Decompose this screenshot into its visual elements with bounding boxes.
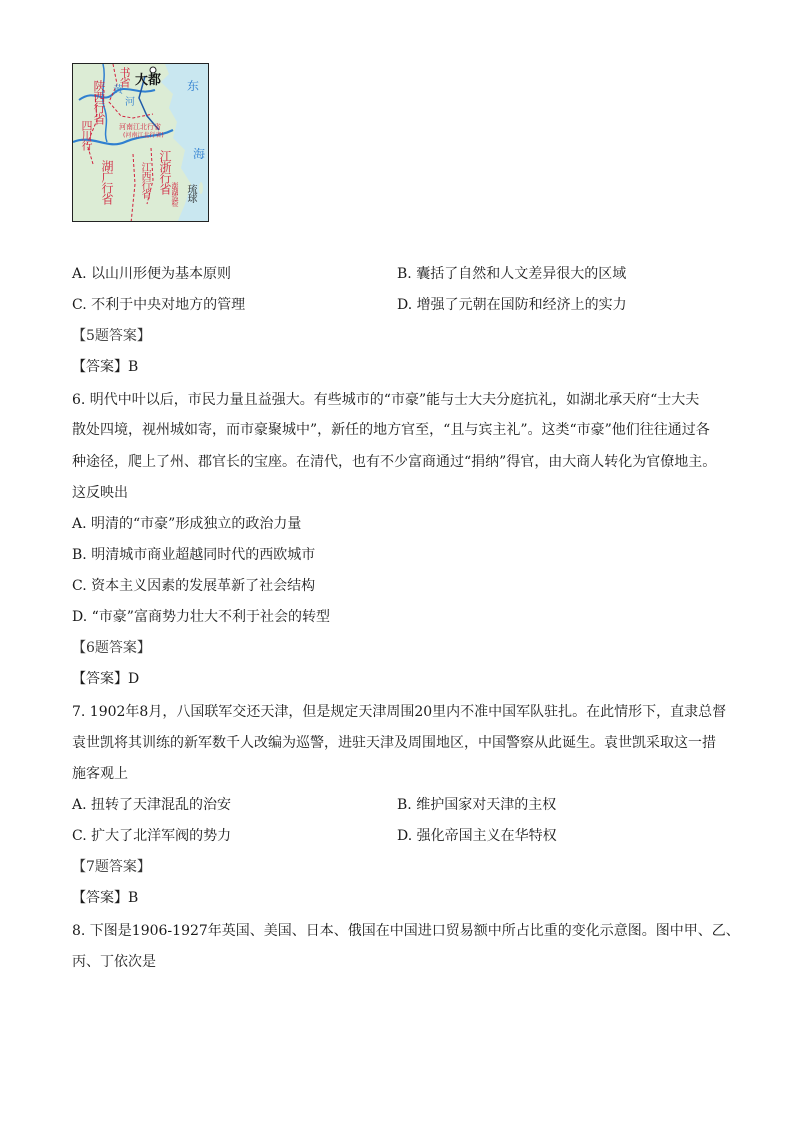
province-henan-label: 河南江北行省 (119, 123, 161, 131)
east-sea-label: 东 (187, 79, 200, 93)
q6-stem-line: 散处四境，视州城如寄，而市豪聚城中”，新任的地方官至，“且与宾主礼”。这类“市豪”他们往往通过各 (72, 422, 710, 438)
province-sichuan-label: 四川行 (80, 120, 93, 150)
q5-option-c: C. 不利于中央对地方的管理 (72, 297, 246, 313)
q7-stem-line: 7. 1902年8月，八国联军交还天津，但是规定天津周围20里内不准中国军队驻扎。在此情形下，直隶总督 (72, 704, 727, 720)
q7-stem-line: 袁世凯将其训练的新军数千人改编为巡警，进驻天津及周围地区，中国警察从此诞生。袁世凯采取这一措 (72, 735, 716, 751)
province-zhongshu-label: 书省 (118, 67, 131, 87)
q7-stem-line: 施客观上 (72, 766, 128, 782)
q5-option-b: B. 囊括了自然和人文差异很大的区域 (397, 266, 627, 282)
q5-answer: 【答案】B (72, 359, 139, 375)
q6-answer-tag: 【6题答案】 (72, 640, 151, 656)
q7-option-b: B. 维护国家对天津的主权 (397, 797, 557, 813)
q6-answer: 【答案】D (72, 671, 140, 687)
q7-answer-tag: 【7题答案】 (72, 859, 151, 875)
province-jiangzhe-label: 江浙行省 (158, 150, 172, 194)
yellow-river-label-2: 河 (125, 97, 135, 108)
q6-option-d: D. “市豪”富商势力壮大不利于社会的转型 (72, 609, 330, 625)
q5-option-a: A. 以山川形便为基本原则 (72, 266, 232, 282)
liuqiu-label: 琉球 (185, 184, 196, 202)
q7-option-a: A. 扭转了天津混乱的治安 (72, 797, 232, 813)
q7-answer: 【答案】B (72, 890, 139, 906)
province-huguang-label: 湖广行省 (100, 160, 114, 204)
penghu-label: 澎湖巡检 (171, 182, 179, 206)
q6-stem-line: 这反映出 (72, 485, 128, 501)
q8-stem-line: 丙、丁依次是 (72, 954, 156, 970)
q6-stem-line: 种途径，爬上了州、郡官长的宝座。在清代，也有不少富商通过“捐纳”得官，由大商人转化为官僚地主。 (72, 454, 717, 470)
island (199, 182, 203, 194)
province-henan-sublabel: (河南江北行省) (123, 132, 164, 139)
q5-option-d: D. 增强了元朝在国防和经济上的实力 (397, 297, 627, 313)
q6-option-a: A. 明清的“市豪”形成独立的政治力量 (72, 516, 302, 532)
q6-stem-line: 6. 明代中叶以后，市民力量且益强大。有些城市的“市豪”能与士大夫分庭抗礼，如湖北承天府“士大夫 (72, 392, 700, 408)
yuan-provinces-map (72, 63, 209, 222)
q7-option-c: C. 扩大了北洋军阀的势力 (72, 828, 232, 844)
capital-label: 大都 (135, 73, 162, 88)
yellow-river-label-1: 黄 (113, 85, 123, 96)
q6-option-c: C. 资本主义因素的发展革新了社会结构 (72, 578, 316, 594)
sea-label: 海 (193, 147, 206, 161)
province-shaanxi-label: 陕西行省 (92, 80, 106, 124)
q8-stem-line: 8. 下图是1906-1927年英国、美国、日本、俄国在中国进口贸易额中所占比重的变化示意图。图中甲、乙、 (72, 923, 740, 939)
province-jiangxi-label: 江西行省 (139, 162, 150, 198)
q6-option-b: B. 明清城市商业超越同时代的西欧城市 (72, 547, 316, 563)
q5-answer-tag: 【5题答案】 (72, 328, 151, 344)
q7-option-d: D. 强化帝国主义在华特权 (397, 828, 557, 844)
